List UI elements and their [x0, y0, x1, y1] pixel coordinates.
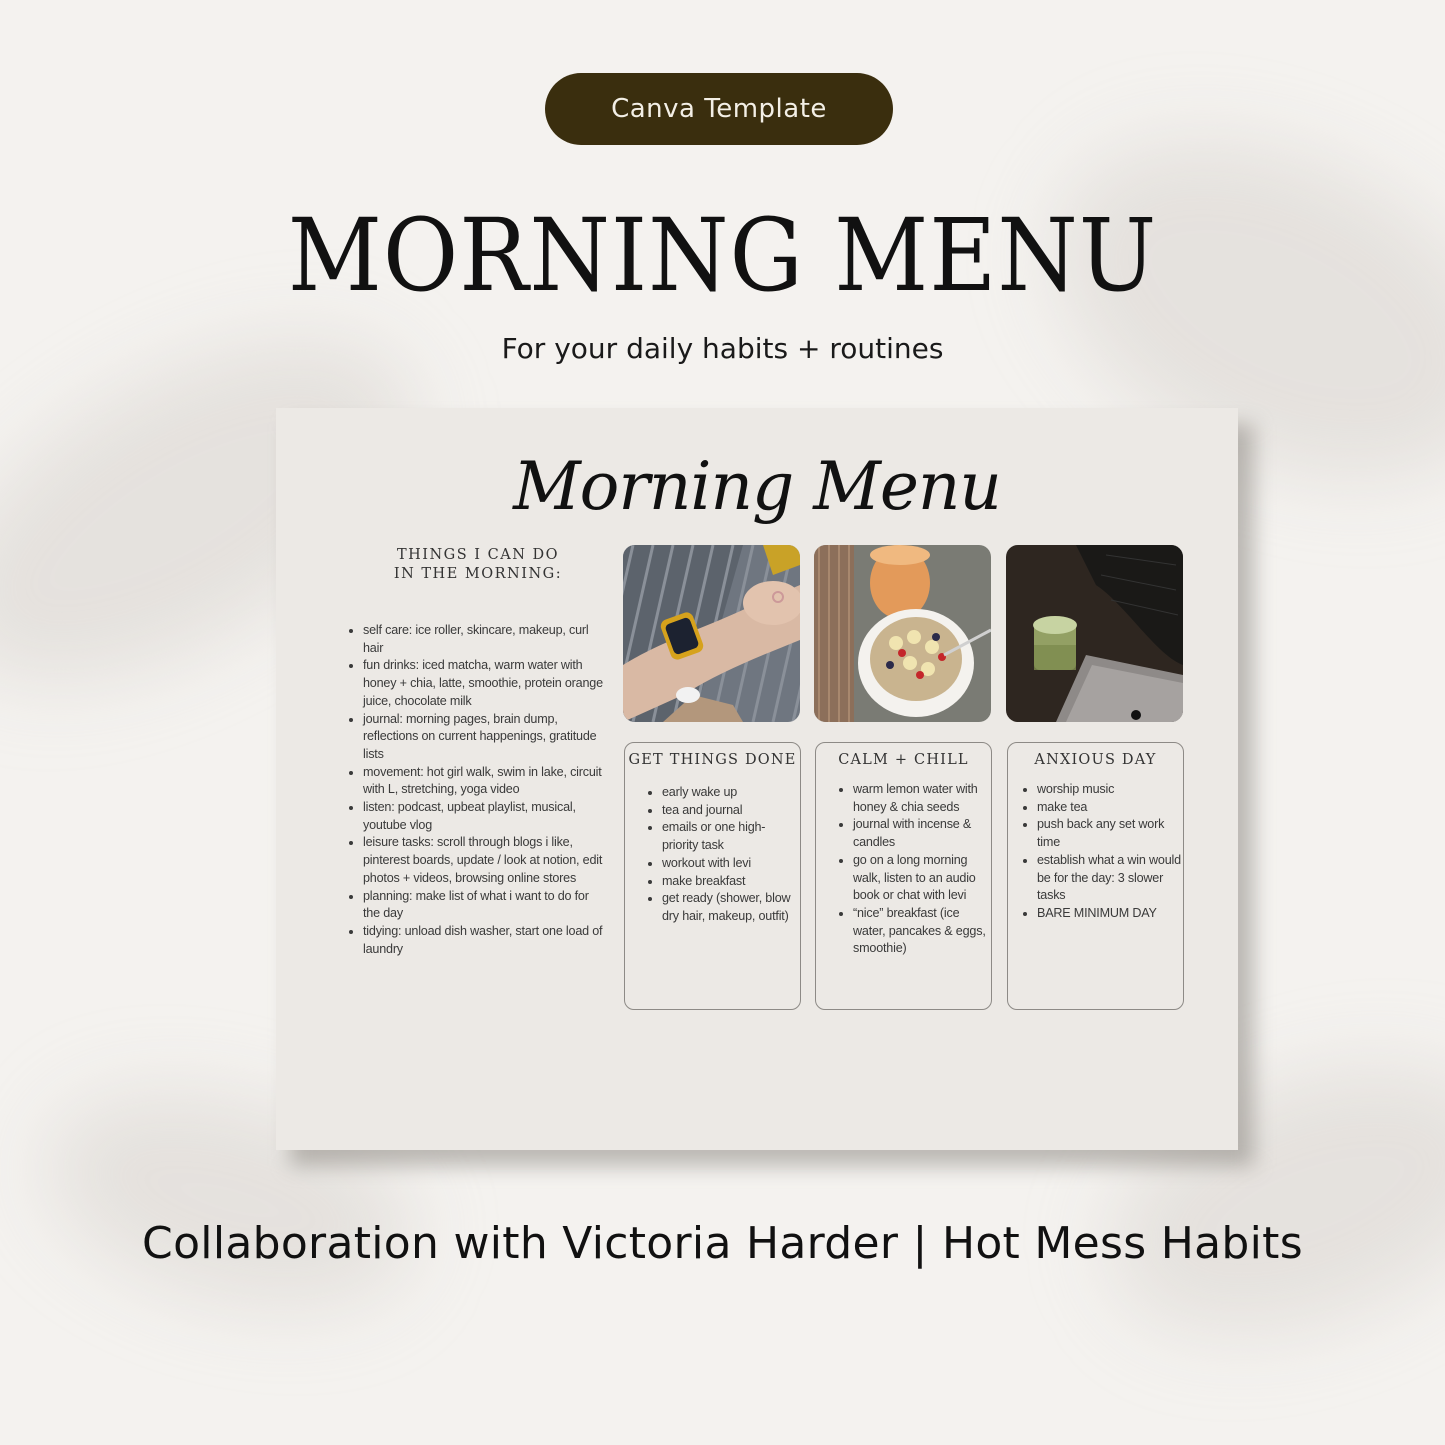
box-list	[625, 784, 800, 926]
list-item: • “nice” breakfast (ice water, pancakes & eggs, smoothie)	[853, 905, 991, 958]
things-heading-line1: THINGS I CAN DO	[396, 547, 560, 563]
list-item: • tidying: unload dish washer, start one load of laundry	[363, 923, 603, 958]
things-heading	[368, 546, 588, 584]
page-title: MORNING MENU	[287, 197, 1158, 314]
things-list	[346, 622, 603, 958]
box-heading: ANXIOUS DAY	[1034, 752, 1157, 768]
morning-menu-card	[276, 408, 1238, 1150]
things-heading-line2: IN THE MORNING:	[393, 566, 563, 582]
box-heading: CALM + CHILL	[838, 752, 969, 768]
photo-breakfast-bowl-image	[814, 545, 991, 722]
canva-template-badge	[545, 73, 893, 145]
anxious-day-box	[1007, 742, 1184, 1010]
list-item: • warm lemon water with honey & chia seeds	[853, 781, 991, 816]
list-item: • leisure tasks: scroll through blogs i like, pinterest boards, update / look at notion, edit photos + videos, browsing online stores	[363, 834, 603, 887]
box-heading: GET THINGS DONE	[628, 752, 797, 768]
box-list	[1008, 781, 1183, 923]
list-item: • movement: hot girl walk, swim in lake, circuit with L, stretching, yoga video	[363, 764, 603, 799]
list-item: • listen: podcast, upbeat playlist, musical, youtube vlog	[363, 799, 603, 834]
list-item: • establish what a win would be for the day: 3 slower tasks	[1037, 852, 1183, 905]
list-item: • journal with incense & candles	[853, 816, 991, 851]
list-item: • early wake up	[662, 784, 800, 802]
list-item: • fun drinks: iced matcha, warm water with honey + chia, latte, smoothie, protein orange juice, chocolate milk	[363, 657, 603, 710]
calm-chill-box	[815, 742, 992, 1010]
list-item: • worship music	[1037, 781, 1183, 799]
list-item: • make tea	[1037, 799, 1183, 817]
list-item: • self care: ice roller, skincare, makeup, curl hair	[363, 622, 603, 657]
photo-breakfast-bowl	[814, 545, 991, 722]
list-item: • go on a long morning walk, listen to an audio book or chat with levi	[853, 852, 991, 905]
photo-watch-wrist-image	[623, 545, 800, 722]
photo-matcha-laptop-image	[1006, 545, 1183, 722]
list-item: • workout with levi	[662, 855, 800, 873]
list-item: • get ready (shower, blow dry hair, makeup, outfit)	[662, 890, 800, 925]
list-item: • journal: morning pages, brain dump, reflections on current happenings, gratitude lists	[363, 711, 603, 764]
list-item: • emails or one high-priority task	[662, 819, 800, 854]
list-item: • tea and journal	[662, 802, 800, 820]
photo-watch-wrist	[623, 545, 800, 722]
list-item: • planning: make list of what i want to do for the day	[363, 888, 603, 923]
list-item: • BARE MINIMUM DAY	[1037, 905, 1183, 923]
collaboration-footer: Collaboration with Victoria Harder | Hot Mess Habits	[142, 1218, 1303, 1269]
page-subtitle: For your daily habits + routines	[501, 332, 944, 365]
photo-matcha-laptop	[1006, 545, 1183, 722]
card-title: Morning Menu	[513, 448, 1001, 525]
box-list	[816, 781, 991, 958]
get-things-done-box	[624, 742, 801, 1010]
list-item: • push back any set work time	[1037, 816, 1183, 851]
list-item: • make breakfast	[662, 873, 800, 891]
badge-label: Canva Template	[611, 94, 827, 124]
